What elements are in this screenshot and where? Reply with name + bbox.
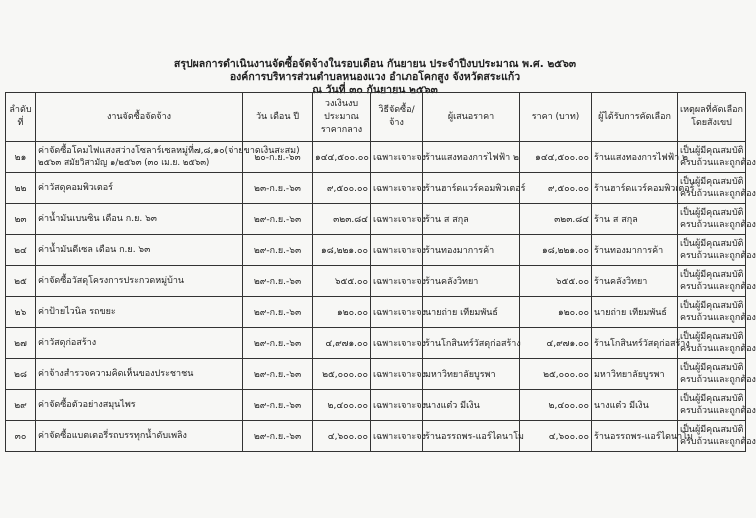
cell-reason <box>678 390 756 421</box>
cell-bidder <box>423 142 520 173</box>
item-line-1: ค่าจัดซื้อวัสดุโครงการประกวดหมู่บ้าน <box>38 276 185 286</box>
reason-line-1: เป็นผู้มีคุณสมบัติ <box>680 239 744 249</box>
table-row <box>6 421 746 452</box>
cell-price <box>520 359 592 390</box>
cell-winner <box>592 421 693 452</box>
cell-item <box>36 266 243 297</box>
row-bidder: ร้านฮาร์ดแวร์คอมพิวเตอร์ <box>425 184 526 194</box>
row-bidder: มหาวิทยาลัยบูรพา <box>425 370 496 380</box>
cell-bidder <box>423 235 520 266</box>
cell-bidder <box>423 266 520 297</box>
row-bidder: ร้านอรรถพร-แอร์ไดนาโม <box>425 432 524 442</box>
reason-line-2: ครบถ้วนและถูกต้อง <box>680 313 756 323</box>
row-method: เฉพาะเจาะจง <box>373 432 426 442</box>
table-row <box>6 235 746 266</box>
reason-line-1: เป็นผู้มีคุณสมบัติ <box>680 394 744 404</box>
cell-method <box>371 266 426 297</box>
reason-line-1: เป็นผู้มีคุณสมบัติ <box>680 332 744 342</box>
row-date: ๒๙-ก.ย.-๖๓ <box>253 370 302 380</box>
cell-no <box>6 235 36 266</box>
cell-method <box>371 204 426 235</box>
row-date: ๒๙-ก.ย.-๖๓ <box>253 277 302 287</box>
item-line-1: ค่าน้ำมันดีเซล เดือน ก.ย. ๖๓ <box>38 245 151 255</box>
row-number: ๒๒ <box>14 184 27 194</box>
row-number: ๒๙ <box>14 401 27 411</box>
col-header-date: วัน เดือน ปี <box>243 93 313 142</box>
reason-line-2: ครบถ้วนและถูกต้อง <box>680 251 756 261</box>
row-budget: ๔,๙๗๑.๐๐ <box>325 339 368 349</box>
row-price: ๑๘,๒๒๑.๐๐ <box>542 246 589 256</box>
cell-no <box>6 204 36 235</box>
row-budget: ๒๕,๐๐๐.๐๐ <box>322 370 368 380</box>
col-header-winner: ผู้ได้รับการคัดเลือก <box>592 93 678 142</box>
cell-winner <box>592 142 688 173</box>
reason-line-1: เป็นผู้มีคุณสมบัติ <box>680 146 744 156</box>
cell-price <box>520 297 592 328</box>
table-header-row <box>6 93 746 142</box>
table-row <box>6 266 746 297</box>
item-line-1: ค่าจ้างสำรวจความคิดเห็นของประชาชน <box>38 369 194 379</box>
row-date: ๒๙-ก.ย.-๖๓ <box>253 246 302 256</box>
report-title: สรุปผลการดำเนินงานจัดซื้อจัดจ้างในรอบเดือน กันยายน ประจำปีงบประมาณ พ.ศ. ๒๕๖๓ <box>173 58 577 70</box>
cell-bidder <box>423 297 520 328</box>
row-date: ๒๙-ก.ย.-๖๓ <box>253 339 302 349</box>
cell-price <box>520 390 592 421</box>
cell-budget <box>313 173 371 204</box>
cell-budget <box>313 297 371 328</box>
cell-budget <box>313 328 371 359</box>
cell-method <box>371 142 426 173</box>
row-price: ๑๒๐.๐๐ <box>558 308 589 318</box>
row-number: ๒๓ <box>14 215 27 225</box>
row-bidder: ร้านคลังวิทยา <box>425 277 479 287</box>
row-date: ๒๙-ก.ย.-๖๓ <box>253 308 302 318</box>
cell-item <box>36 235 243 266</box>
cell-reason <box>678 328 756 359</box>
cell-method <box>371 297 426 328</box>
reason-line-1: เป็นผู้มีคุณสมบัติ <box>680 425 744 435</box>
row-method: เฉพาะเจาะจง <box>373 277 426 287</box>
row-price: ๖๕๕.๐๐ <box>555 277 589 287</box>
cell-reason <box>678 142 756 173</box>
cell-price <box>520 328 592 359</box>
row-bidder: ร้านแสงทองการไฟฟ้า ๒ <box>425 153 519 163</box>
row-budget: ๓๒๓.๘๔ <box>333 215 368 225</box>
col-header-bidder: ผู้เสนอราคา <box>423 93 520 142</box>
col-header-budget: วงเงินงบประมาณราคากลาง <box>313 93 371 142</box>
cell-bidder <box>423 328 520 359</box>
item-line-1: ค่าวัสดุคอมพิวเตอร์ <box>38 183 113 193</box>
reason-line-1: เป็นผู้มีคุณสมบัติ <box>680 363 744 373</box>
cell-method <box>371 421 426 452</box>
row-number: ๒๗ <box>14 339 27 349</box>
item-line-1: ค่าจัดซื้อแบตเตอรี่รถบรรทุกน้ำดับเพลิง <box>38 431 187 441</box>
table-row <box>6 204 746 235</box>
cell-reason <box>678 266 756 297</box>
item-line-1: ค่าวัสดุก่อสร้าง <box>38 338 97 348</box>
row-price: ๑๔๔,๕๐๐.๐๐ <box>535 153 589 163</box>
cell-date <box>243 390 313 421</box>
cell-item <box>36 173 243 204</box>
cell-no <box>6 390 36 421</box>
row-budget: ๖๕๕.๐๐ <box>334 277 368 287</box>
row-method: เฉพาะเจาะจง <box>373 339 426 349</box>
cell-no <box>6 359 36 390</box>
cell-winner <box>592 235 678 266</box>
cell-reason <box>678 204 756 235</box>
procurement-table <box>5 92 756 452</box>
row-winner: ร้านอรรถพร-แอร์ไดนาโม <box>594 432 693 442</box>
row-budget: ๑๔๔,๕๐๐.๐๐ <box>315 153 369 163</box>
cell-date <box>243 235 313 266</box>
cell-budget <box>313 142 371 173</box>
row-budget: ๑๒๐.๐๐ <box>337 308 368 318</box>
row-method: เฉพาะเจาะจง <box>373 246 426 256</box>
row-price: ๒๕,๐๐๐.๐๐ <box>543 370 589 380</box>
row-bidder: นายถ่าย เทียมพันธ์ <box>425 308 498 318</box>
row-number: ๒๕ <box>14 277 27 287</box>
cell-date <box>243 297 313 328</box>
cell-budget <box>313 204 371 235</box>
reason-line-2: ครบถ้วนและถูกต้อง <box>680 189 756 199</box>
row-method: เฉพาะเจาะจง <box>373 215 426 225</box>
cell-price <box>520 235 592 266</box>
item-line-1: ค่าป้ายไวนิล รถขยะ <box>38 307 116 317</box>
row-price: ๙,๕๐๐.๐๐ <box>547 184 589 194</box>
reason-line-1: เป็นผู้มีคุณสมบัติ <box>680 177 744 187</box>
cell-no <box>6 173 36 204</box>
row-winner: ร้านโกสินทร์วัสดุก่อสร้าง <box>594 339 690 349</box>
row-price: ๓๒๓.๘๔ <box>554 215 589 225</box>
cell-date <box>243 359 313 390</box>
cell-item <box>36 359 243 390</box>
cell-no <box>6 421 36 452</box>
row-bidder: ร้านโกสินทร์วัสดุก่อสร้าง <box>425 339 521 349</box>
col-header-no: ลำดับที่ <box>6 93 36 142</box>
row-winner: มหาวิทยาลัยบูรพา <box>594 370 665 380</box>
reason-line-2: ครบถ้วนและถูกต้อง <box>680 406 756 416</box>
cell-winner <box>592 266 678 297</box>
cell-budget <box>313 390 371 421</box>
cell-date <box>243 173 313 204</box>
report-organization: องค์การบริหารส่วนตำบลหนองแวง อำเภอโคกสูง จังหวัดสระแก้ว <box>229 71 521 83</box>
item-line-2: ๒๕๖๓ สมัยวิสามัญ ๑/๒๕๖๓ (๓๐ เม.ย. ๒๕๖๓) <box>38 158 210 168</box>
row-method: เฉพาะเจาะจง <box>373 153 426 163</box>
row-winner: ร้านคลังวิทยา <box>594 277 648 287</box>
row-date: ๒๙-ก.ย.-๖๓ <box>253 215 302 225</box>
cell-method <box>371 328 426 359</box>
reason-line-1: เป็นผู้มีคุณสมบัติ <box>680 301 744 311</box>
row-budget: ๑๘,๒๒๑.๐๐ <box>321 246 368 256</box>
item-line-1: ค่าจัดซื้อโคมไฟแสงสว่างโซลาร์เซลหมู่ที่๗,๘,๑๐(จ่ายขาดเงินสะสม) <box>38 146 300 156</box>
cell-method <box>371 359 426 390</box>
cell-winner <box>592 173 695 204</box>
row-winner: ร้าน ส สกุล <box>594 215 638 225</box>
reason-line-2: ครบถ้วนและถูกต้อง <box>680 282 756 292</box>
row-method: เฉพาะเจาะจง <box>373 308 426 318</box>
cell-reason <box>678 235 756 266</box>
reason-line-2: ครบถ้วนและถูกต้อง <box>680 437 756 447</box>
row-bidder: ร้าน ส สกุล <box>425 215 469 225</box>
reason-line-2: ครบถ้วนและถูกต้อง <box>680 344 756 354</box>
table-row <box>6 328 746 359</box>
cell-price <box>520 173 592 204</box>
row-number: ๒๑ <box>14 153 27 163</box>
cell-bidder <box>423 359 520 390</box>
table-row <box>6 297 746 328</box>
cell-price <box>520 142 592 173</box>
row-price: ๔,๙๗๑.๐๐ <box>546 339 589 349</box>
cell-bidder <box>423 421 524 452</box>
cell-method <box>371 390 426 421</box>
cell-method <box>371 173 426 204</box>
cell-winner <box>592 328 690 359</box>
row-winner: นายถ่าย เทียมพันธ์ <box>594 308 667 318</box>
row-budget: ๙,๕๐๐.๐๐ <box>326 184 368 194</box>
cell-reason <box>678 359 756 390</box>
item-line-1: ค่าน้ำมันเบนซิน เดือน ก.ย. ๖๓ <box>38 214 157 224</box>
row-date: ๒๓-ก.ย.-๖๓ <box>254 184 301 194</box>
cell-date <box>243 204 313 235</box>
row-price: ๒,๔๐๐.๐๐ <box>548 401 589 411</box>
cell-price <box>520 204 592 235</box>
table-row <box>6 390 746 421</box>
cell-item <box>36 421 243 452</box>
cell-price <box>520 421 592 452</box>
row-winner: ร้านฮาร์ดแวร์คอมพิวเตอร์ <box>594 184 695 194</box>
cell-item <box>36 328 243 359</box>
row-price: ๔,๖๐๐.๐๐ <box>548 432 589 442</box>
reason-line-2: ครบถ้วนและถูกต้อง <box>680 220 756 230</box>
cell-reason <box>678 173 756 204</box>
row-number: ๒๖ <box>14 308 27 318</box>
row-budget: ๒,๔๐๐.๐๐ <box>327 401 368 411</box>
cell-price <box>520 266 592 297</box>
table-row <box>6 359 746 390</box>
row-budget: ๔,๖๐๐.๐๐ <box>327 432 368 442</box>
reason-line-1: เป็นผู้มีคุณสมบัติ <box>680 208 744 218</box>
cell-no <box>6 142 36 173</box>
reason-line-2: ครบถ้วนและถูกต้อง <box>680 158 756 168</box>
row-method: เฉพาะเจาะจง <box>373 184 426 194</box>
report-date: ณ วันที่ ๓๐ กันยายน ๒๕๖๓ <box>312 84 438 96</box>
row-number: ๓๐ <box>14 432 27 442</box>
col-header-item: งานจัดซื้อจัดจ้าง <box>36 93 243 142</box>
cell-reason <box>678 297 756 328</box>
cell-bidder <box>423 204 520 235</box>
cell-bidder <box>423 173 526 204</box>
row-winner: ร้านแสงทองการไฟฟ้า ๒ <box>594 153 688 163</box>
row-winner: ร้านทองมาการค้า <box>594 246 664 256</box>
cell-budget <box>313 421 371 452</box>
row-winner: นางแต๋ว มีเงิน <box>594 401 649 411</box>
cell-item <box>36 204 243 235</box>
row-date: ๒๐-ก.ย.-๖๓ <box>254 153 301 163</box>
cell-method <box>371 235 426 266</box>
row-method: เฉพาะเจาะจง <box>373 370 426 380</box>
col-header-reason: เหตุผลที่คัดเลือกโดยสังเขป <box>678 93 746 142</box>
col-header-method: วิธีจัดซื้อ/จ้าง <box>371 93 423 142</box>
cell-budget <box>313 359 371 390</box>
col-header-price: ราคา (บาท) <box>520 93 592 142</box>
row-method: เฉพาะเจาะจง <box>373 401 426 411</box>
cell-winner <box>592 390 678 421</box>
cell-no <box>6 328 36 359</box>
cell-no <box>6 297 36 328</box>
row-number: ๒๘ <box>14 370 27 380</box>
row-bidder: นางแต๋ว มีเงิน <box>425 401 480 411</box>
reason-line-1: เป็นผู้มีคุณสมบัติ <box>680 270 744 280</box>
cell-bidder <box>423 390 520 421</box>
cell-item <box>36 390 243 421</box>
cell-reason <box>678 421 756 452</box>
cell-date <box>243 421 313 452</box>
reason-line-2: ครบถ้วนและถูกต้อง <box>680 375 756 385</box>
cell-date <box>243 266 313 297</box>
row-date: ๒๙-ก.ย.-๖๓ <box>253 432 302 442</box>
cell-item <box>36 297 243 328</box>
row-bidder: ร้านทองมาการค้า <box>425 246 495 256</box>
cell-winner <box>592 297 678 328</box>
item-line-1: ค่าจัดซื้อตัวอย่างสมุนไพร <box>38 400 136 410</box>
row-number: ๒๔ <box>14 246 27 256</box>
table-row <box>6 142 746 173</box>
cell-date <box>243 328 313 359</box>
cell-winner <box>592 359 678 390</box>
cell-no <box>6 266 36 297</box>
cell-winner <box>592 204 678 235</box>
row-date: ๒๙-ก.ย.-๖๓ <box>253 401 302 411</box>
cell-budget <box>313 266 371 297</box>
table-row <box>6 173 746 204</box>
cell-budget <box>313 235 371 266</box>
